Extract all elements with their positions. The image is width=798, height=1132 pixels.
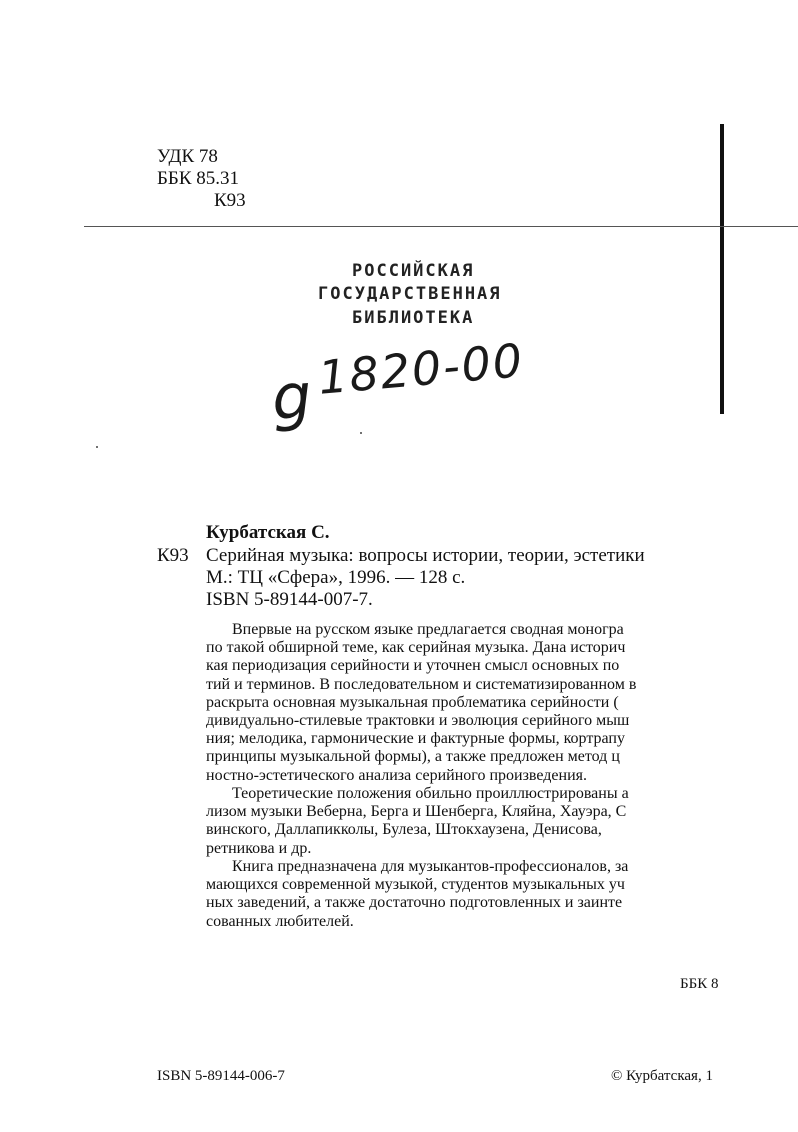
footer-isbn: ISBN 5-89144-006-7 xyxy=(157,1068,285,1084)
text-line: дивидуально-стилевые трактовки и эволюция серийного мыш xyxy=(206,712,630,730)
copyright-line: © Курбатская, 1 xyxy=(611,1068,713,1084)
text-line: сованных любителей. xyxy=(206,912,354,930)
scan-speck xyxy=(360,432,362,434)
annotation-paragraph-1 xyxy=(206,621,730,785)
text-line: по такой обширной теме, как серийная музыка. Дана историч xyxy=(206,639,626,657)
text-line: мающихся современной музыкой, студентов музыкальных уч xyxy=(206,876,625,894)
stamp-line-3: БИБЛИОТЕКА xyxy=(352,308,475,328)
scan-speck xyxy=(96,446,98,448)
udk-code: УДК 78 xyxy=(157,146,218,167)
text-line: Теоретические положения обильно проиллюстрированы а xyxy=(232,785,629,802)
bbk-short: ББК 8 xyxy=(680,976,719,992)
text-line: винского, Даллапикколы, Булеза, Штокхаузена, Денисова, xyxy=(206,821,602,839)
page-edge-shadow xyxy=(720,124,724,414)
stamp-line-2: ГОСУДАРСТВЕННАЯ xyxy=(318,284,502,304)
text-line: ретникова и др. xyxy=(206,839,312,857)
header-divider xyxy=(84,226,798,227)
isbn-line: ISBN 5-89144-007-7. xyxy=(206,589,373,610)
text-line: раскрыта основная музыкальная проблематика серийности ( xyxy=(206,693,619,711)
text-line: ных заведений, а также достаточно подготовленных и заинте xyxy=(206,894,623,912)
handwritten-prefix: g xyxy=(269,358,316,435)
stamp-line-1: РОССИЙСКАЯ xyxy=(352,261,475,281)
annotation-paragraph-2 xyxy=(206,785,730,858)
bbk-code: ББК 85.31 xyxy=(157,168,239,189)
author-name: Курбатская С. xyxy=(206,522,330,543)
text-line: принципы музыкальной формы), а также предложен метод ц xyxy=(206,748,620,766)
publisher-line: М.: ТЦ «Сфера», 1996. — 128 с. xyxy=(206,567,466,588)
handwritten-number: 1820-00 xyxy=(316,333,527,405)
book-title: Серийная музыка: вопросы истории, теории, эстетики xyxy=(206,545,645,566)
text-line: Книга предназначена для музыкантов-профессионалов, за xyxy=(232,858,629,875)
text-line: ния; мелодика, гармонические и фактурные формы, кортрапу xyxy=(206,730,625,748)
text-line: тий и терминов. В последовательном и систематизированном в xyxy=(206,675,637,693)
text-line: Впервые на русском языке предлагается сводная моногра xyxy=(232,621,624,638)
bibliography-code: К93 xyxy=(157,545,189,566)
text-line: кая периодизация серийности и уточнен смысл основных по xyxy=(206,657,620,675)
author-mark: К93 xyxy=(214,190,246,211)
text-line: лизом музыки Веберна, Берга и Шенберга, Кляйна, Хауэра, С xyxy=(206,803,627,821)
annotation-paragraph-3 xyxy=(206,858,730,931)
text-line: ностно-эстетического анализа серийного произведения. xyxy=(206,766,587,784)
